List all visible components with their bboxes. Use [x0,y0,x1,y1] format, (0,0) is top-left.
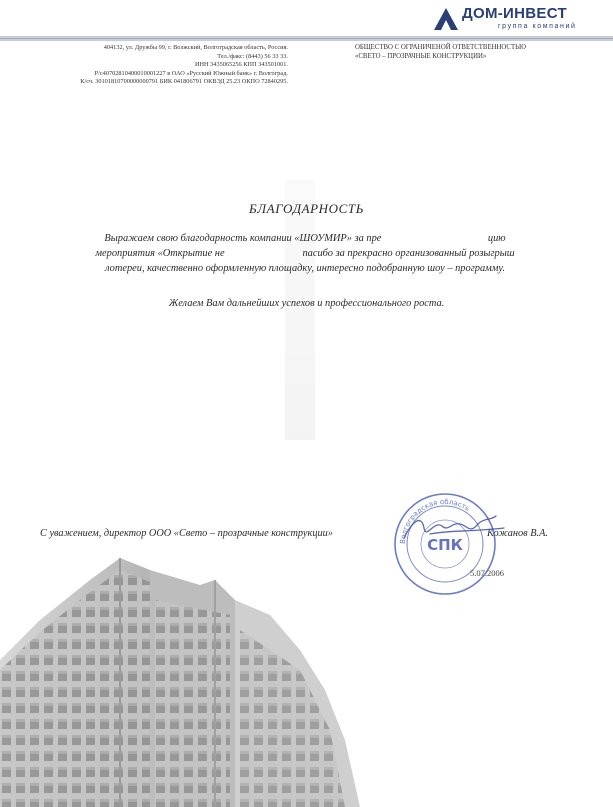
watermark-column [285,180,315,440]
letter-title: БЛАГОДАРНОСТЬ [249,201,364,216]
handwritten-signature [400,510,510,546]
stamp-ring-text: Волгоградская область [398,497,472,545]
address-line: Р/с40702810400010001227 в ОАО «Русский Южный банк» г. Волгоград. [94,69,288,77]
paragraph-line: Выражаем свою благодарность компании «ШОУМИР» за пре цию [104,233,506,244]
logo-mark-icon [432,6,460,32]
org-line: ОБЩЕСТВО С ОГРАНИЧЕНОЙ ОТВЕТСТВЕННОСТЬЮ [355,44,526,51]
company-address [80,44,288,87]
signer-name: Кожанов В.А. [487,528,548,539]
paragraph-line: лотереи, качественно оформленную площадку, интересно подобранную шоу – программу. [105,263,505,274]
letter-paragraph [5,231,605,276]
stamp-center-text: СПК [427,536,463,554]
signature-line: С уважением, директор ООО «Свето – прозрачные конструкции» [40,528,333,539]
header-divider [0,36,613,41]
address-line: 404132, ул. Дружбы 99, г. Волжский, Волгоградская область, Россия. [103,44,288,51]
address-line: К/сч. 30101810700000000791 БИК 041806791 ОКВЭД 25.23 ОКПО 72840295. [80,78,288,86]
address-line: Тел./факс: (8443) 56 33 33. [217,52,288,60]
organization-name [355,44,526,61]
building-illustration [0,540,380,807]
address-line: ИНН 3435065256 КПП 343501001. [194,61,288,69]
letter-wish: Желаем Вам дальнейших успехов и профессионального роста. [168,298,445,309]
logo-subtitle: группа компаний [498,23,577,30]
letter-date: 5.07.2006 [470,568,504,578]
org-line: «СВЕТО – ПРОЗРАЧНЫЕ КОНСТРУКЦИИ» [355,52,487,60]
paragraph-line: мероприятия «Открытие не пасибо за прекрасно организованный розыгрыш [95,248,515,259]
logo-name: ДОМ-ИНВЕСТ [462,5,567,22]
